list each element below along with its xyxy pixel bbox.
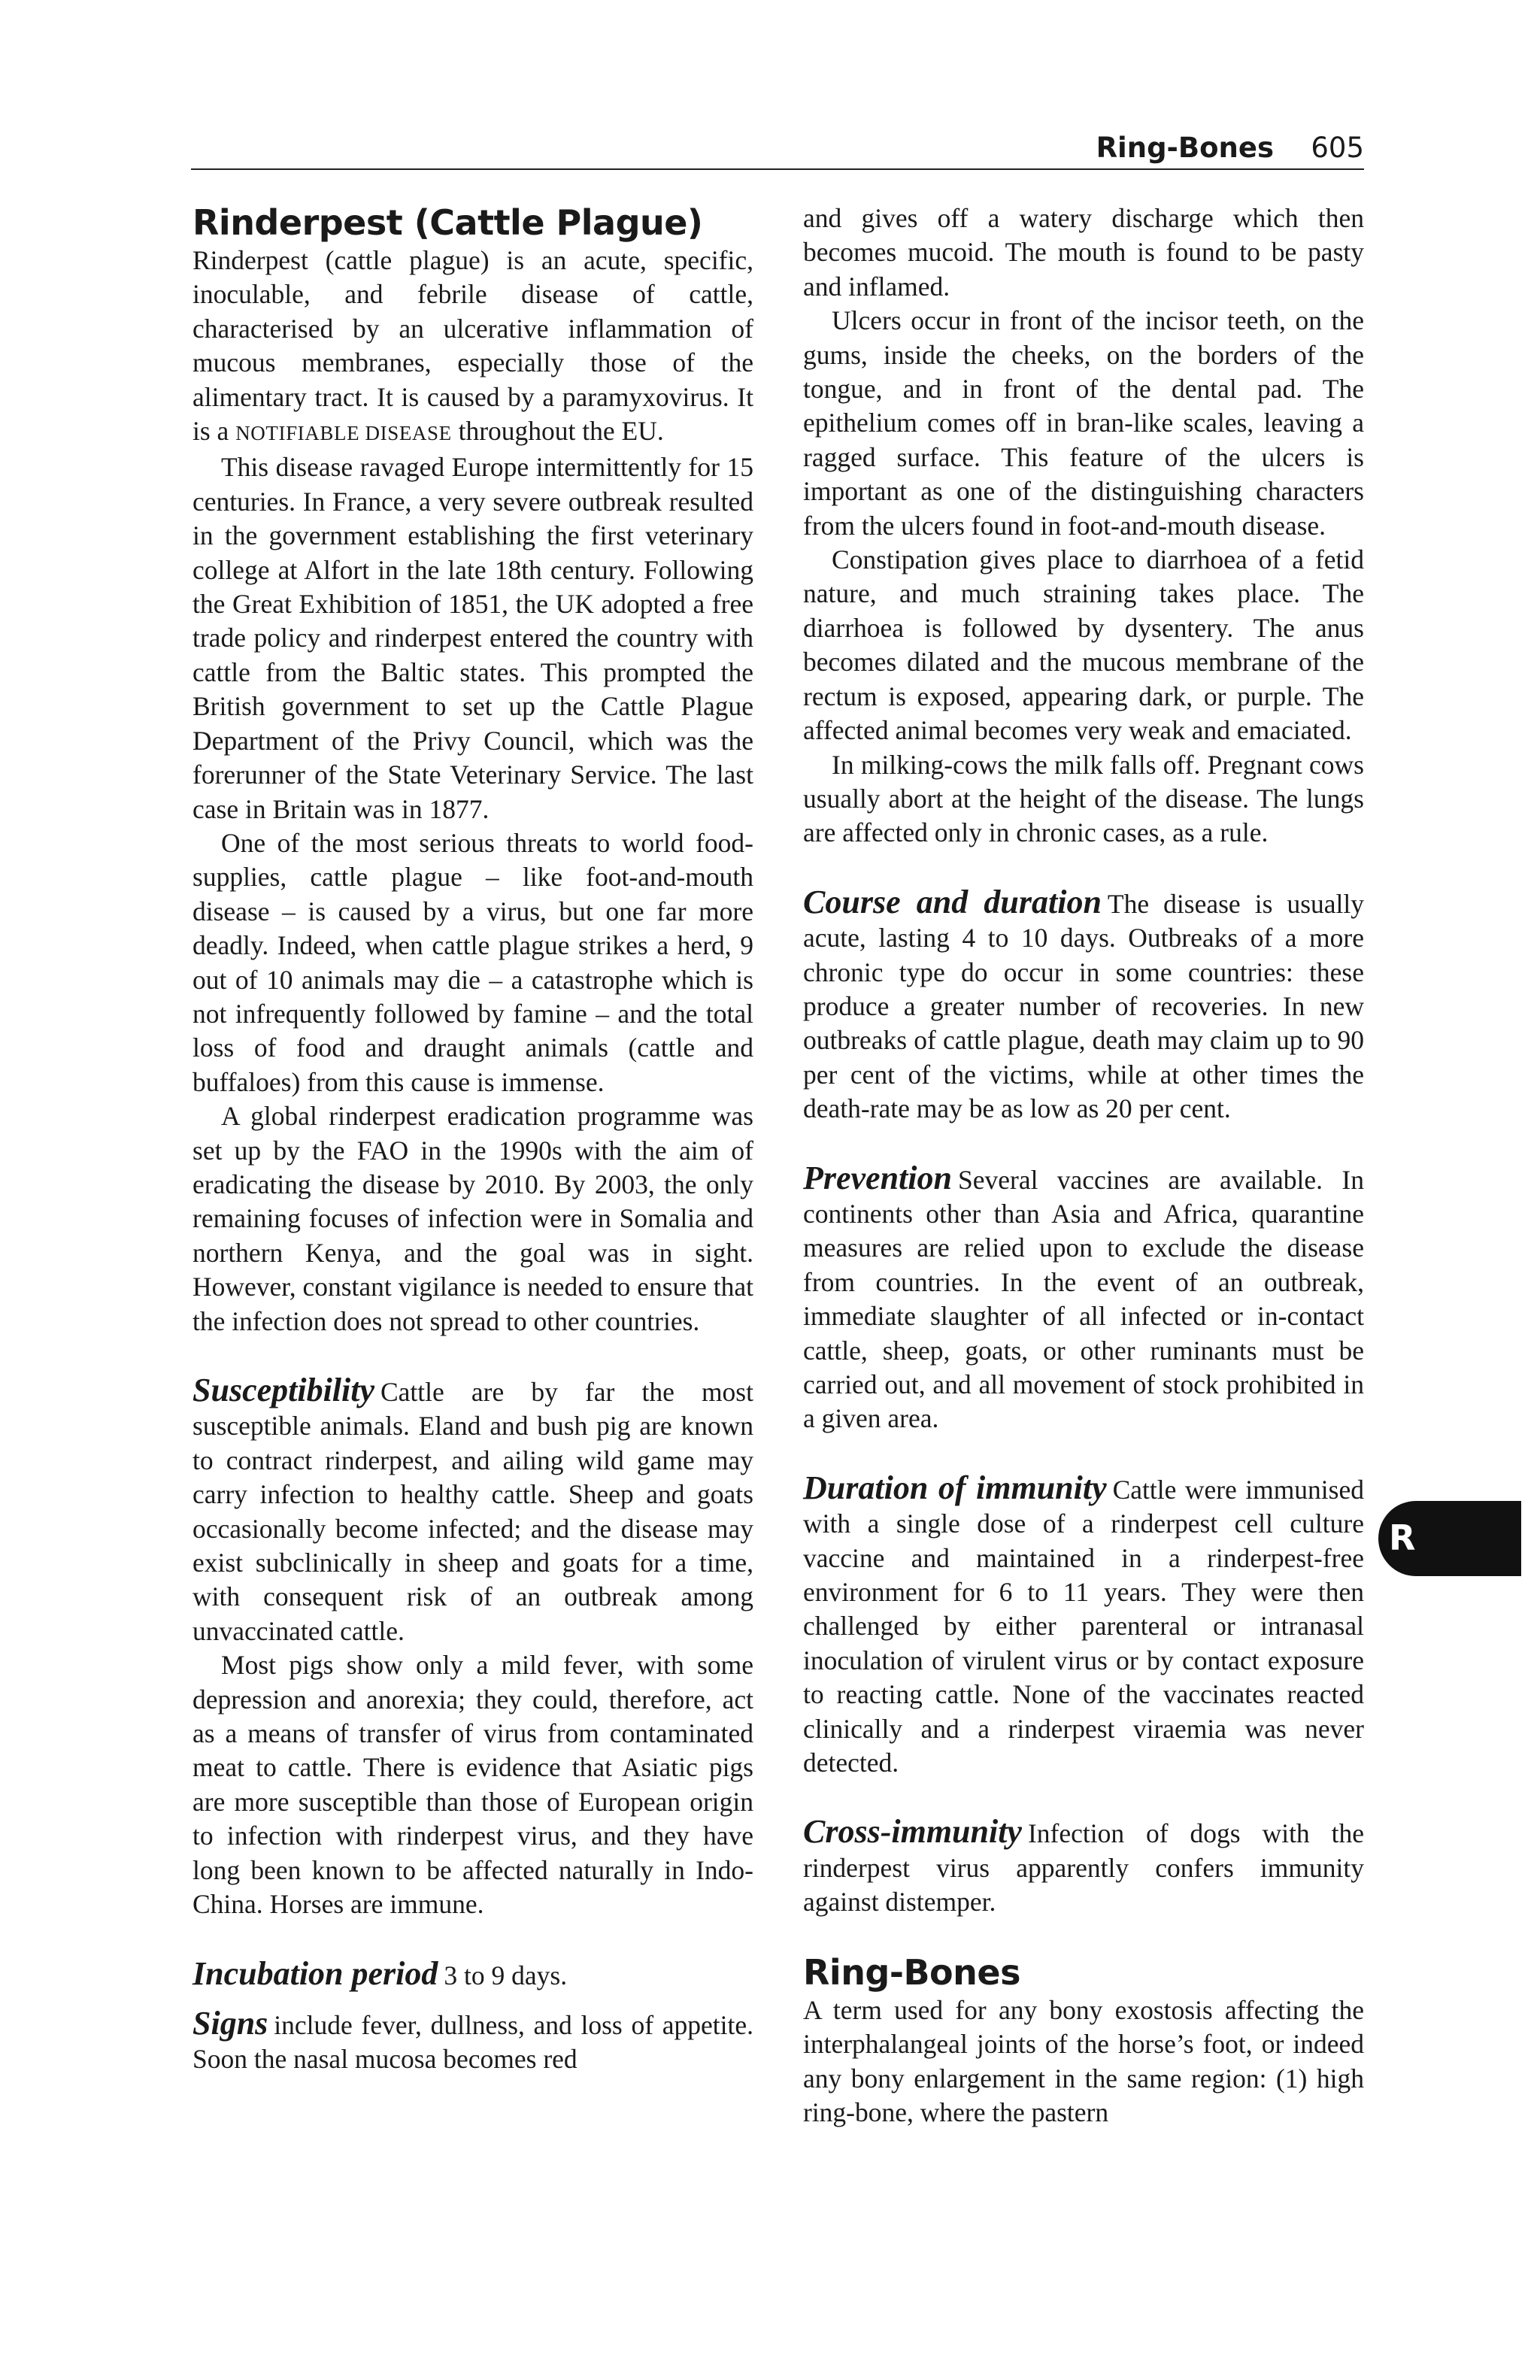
subheading-incubation-period: Incubation period	[192, 1954, 438, 1992]
prevention-text: Several vaccines are available. In continents other than Asia and Africa, quarantine measures are relied upon to exclude the disease from countries. In the event of an outbreak, immediate slaughter of all infected or in-contact cattle, sheep, goats, or other ruminants must be carried out, and all movement of stock prohibited in a given area.	[803, 1164, 1364, 1434]
paragraph-intro	[192, 244, 753, 450]
thumb-index-tab	[1378, 1501, 1521, 1576]
page-number: 605	[1311, 132, 1364, 164]
running-header	[191, 126, 1364, 170]
course-text: The disease is usually acute, lasting 4 to 10 days. Outbreaks of a more chronic type do occur in some countries: these produce a greater number of recoveries. In new outbreaks of cattle plague, death may claim up to 90 per cent of the victims, while at other times the death-rate may be as low as 20 per cent.	[803, 888, 1364, 1124]
paragraph-milking-cows: In milking-cows the milk falls off. Pregnant cows usually abort at the height of the disease. The lungs are affected only in chronic cases, as a rule.	[803, 749, 1364, 848]
subheading-susceptibility: Susceptibility	[192, 1372, 374, 1408]
section-prevention	[803, 1161, 1364, 1436]
paragraph-ulcers: Ulcers occur in front of the incisor teeth, on the gums, inside the cheeks, on the borders of the tongue, and in front of the dental pad. The epithelium comes off in bran-like scales, leaving a ragged surface. This feature of the ulcers is important as one of the distinguishing characters from the ulcers found in foot-and-mouth disease.	[803, 305, 1364, 541]
paragraph-global-eradication: A global rinderpest eradication programme was set up by the FAO in the 1990s with the aim of eradicating the disease by 2010. By 2003, the only remaining focuses of infection were in Somalia and northern Kenya, and the goal was in sight. However, constant vigilance is needed to ensure that the infection does not spread to other countries.	[192, 1101, 753, 1336]
right-column	[803, 202, 1364, 2130]
cross-immunity-text: Infection of dogs with the rinderpest virus apparently confers immunity against distemper.	[803, 1818, 1364, 1918]
immunity-text: Cattle were immunised with a single dose of a rinderpest cell culture vaccine and maintained in a rinderpest-free environment for 6 to 11 years. They were then challenged by either parenteral or intranasal inoculation of virulent virus or by contact exposure to reacting cattle. None of the vaccinates reacted clinically and a rinderpest viraemia was never detected.	[803, 1474, 1364, 1778]
intro-text: Rinderpest (cattle plague) is an acute, specific, inoculable, and febrile disease of cattle, characterised by an ulcerative inflammation of mucous membranes, especially those of the alimentary tract. It is caused by a paramyxovirus. It is a	[192, 245, 753, 447]
intro-end-text: throughout the EU.	[451, 416, 664, 447]
cross-reference-notifiable-disease: NOTIFIABLE DISEASE	[235, 422, 452, 445]
section-cross-immunity	[803, 1815, 1364, 1919]
entry-heading-rinderpest: Rinderpest (Cattle Plague)	[192, 202, 703, 243]
paragraph-history: This disease ravaged Europe intermittently for 15 centuries. In France, a very severe outbreak resulted in the government establishing the first veterinary college at Alfort in the late 18th century. Following the Great Exhibition of 1851, the UK adopted a free trade policy and rinderpest entered the country with cattle from the Baltic states. This prompted the British government to set up the Cattle Plague Department of the Privy Council, which was the forerunner of the State Veterinary Service. The last case in Britain was in 1877.	[192, 452, 753, 824]
susceptibility-text: Cattle are by far the most susceptible animals. Eland and bush pig are known to contract rinderpest, and ailing wild game may carry infection to healthy cattle. Sheep and goats occasionally become infected; and the disease may exist subclinically in sheep and goats for a time, with consequent risk of an outbreak among unvaccinated cattle.	[192, 1377, 753, 1646]
paragraph-continued: and gives off a watery discharge which then becomes mucoid. The mouth is found to be pasty and inflamed.	[803, 203, 1364, 302]
signs-text: include fever, dullness, and loss of appetite. Soon the nasal mucosa becomes red	[192, 2009, 753, 2075]
section-duration-immunity	[803, 1471, 1364, 1781]
subheading-course-duration: Course and duration	[803, 883, 1102, 920]
subheading-cross-immunity: Cross-immunity	[803, 1813, 1022, 1851]
section-incubation	[192, 1954, 753, 1993]
paragraph-threat: One of the most serious threats to world food-supplies, cattle plague – like foot-and-mouth disease – is caused by a virus, but one far more deadly. Indeed, when cattle plague strikes a herd, 9 out of 10 animals may die – a catastrophe which is not infrequently followed by famine – and the total loss of food and draught animals (cattle and buffaloes) from this cause is immense.	[192, 827, 753, 1097]
subheading-duration-immunity: Duration of immunity	[803, 1469, 1107, 1506]
running-title: Ring-Bones	[1096, 132, 1274, 164]
subheading-signs: Signs	[192, 2004, 268, 2042]
thumb-index-letter: R	[1389, 1517, 1416, 1558]
subheading-prevention: Prevention	[803, 1159, 952, 1196]
section-signs	[192, 2006, 753, 2077]
section-susceptibility	[192, 1373, 753, 1648]
entry-heading-ring-bones: Ring-Bones	[803, 1951, 1020, 1993]
paragraph-ring-bones: A term used for any bony exostosis affecting the interphalangeal joints of the horse’s foot, or indeed any bony enlargement in the same region: (1) high ring-bone, where the pastern	[803, 1994, 1364, 2127]
section-course-duration	[803, 885, 1364, 1126]
left-column	[192, 202, 753, 2077]
paragraph-constipation: Constipation gives place to diarrhoea of a fetid nature, and much straining takes place. The diarrhoea is followed by dysentery. The anus becomes dilated and the mucous membrane of the rectum is exposed, appearing dark, or purple. The affected animal becomes very weak and emaciated.	[803, 544, 1364, 746]
paragraph-pigs: Most pigs show only a mild fever, with some depression and anorexia; they could, therefore, act as a means of transfer of virus from contaminated meat to cattle. There is evidence that Asiatic pigs are more susceptible than those of European origin to infection with rinderpest virus, and they have long been known to be affected naturally in Indo-China. Horses are immune.	[192, 1650, 753, 1920]
incubation-text: 3 to 9 days.	[444, 1960, 568, 1990]
